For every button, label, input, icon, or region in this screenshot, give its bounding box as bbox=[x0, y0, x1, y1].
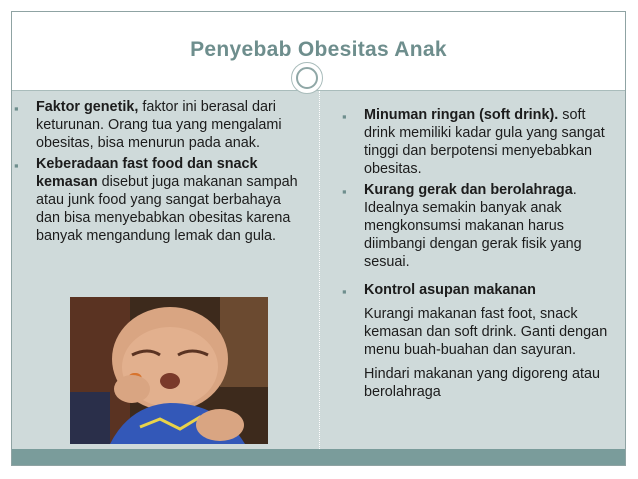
item-text: soft drink memiliki kadar gula yang sangat tinggi dan berpotensi menyebabkan obesitas. bbox=[364, 107, 605, 177]
item-text: faktor ini berasal dari keturunan. Orang tua yang mengalami obesitas, bisa menurun pada anak. bbox=[36, 99, 282, 151]
child-photo-illustration bbox=[70, 297, 268, 444]
item-heading: Minuman ringan (soft drink). bbox=[364, 107, 559, 123]
list-item-genetic bbox=[14, 98, 306, 152]
child-eating-photo bbox=[70, 297, 268, 444]
left-column bbox=[14, 98, 306, 248]
item-text: disebut juga makanan sampah atau junk food yang sangat berbahaya dan bisa menyebabkan obesitas karena banyak mengandung lemak dan gula. bbox=[36, 174, 298, 244]
item-heading: Kurang gerak dan berolahraga bbox=[364, 182, 573, 198]
circle-ornament-inner bbox=[296, 67, 318, 89]
control-paragraph-2: Hindari makanan yang digoreng atau berolahraga bbox=[364, 366, 601, 400]
square-bullet-icon: ▪ bbox=[14, 158, 19, 173]
column-divider bbox=[319, 91, 320, 451]
square-bullet-icon: ▪ bbox=[342, 109, 347, 124]
control-paragraph-1: Kurangi makanan fast foot, snack kemasan dan soft drink. Ganti dengan menu buah-buahan dan sayuran. bbox=[364, 306, 608, 358]
list-item-softdrink bbox=[342, 106, 614, 178]
list-item-fastfood bbox=[14, 155, 306, 245]
item-text: . Idealnya semakin banyak anak mengkonsumsi makanan harus diimbangi dengan gerak fisik yang sesuai. bbox=[364, 182, 582, 270]
item-heading: Kontrol asupan makanan bbox=[364, 282, 536, 298]
right-column bbox=[342, 106, 614, 401]
square-bullet-icon: ▪ bbox=[14, 101, 19, 116]
item-heading: Keberadaan fast food dan snack kemasan bbox=[36, 156, 258, 190]
square-bullet-icon: ▪ bbox=[342, 284, 347, 299]
slide-footer-bar bbox=[12, 449, 625, 465]
list-item-exercise bbox=[342, 181, 614, 271]
list-item-control bbox=[342, 281, 614, 299]
slide-title: Penyebab Obesitas Anak bbox=[190, 38, 447, 61]
circle-ornament-icon bbox=[291, 62, 323, 94]
item-heading: Faktor genetik, bbox=[36, 99, 139, 115]
square-bullet-icon: ▪ bbox=[342, 184, 347, 199]
